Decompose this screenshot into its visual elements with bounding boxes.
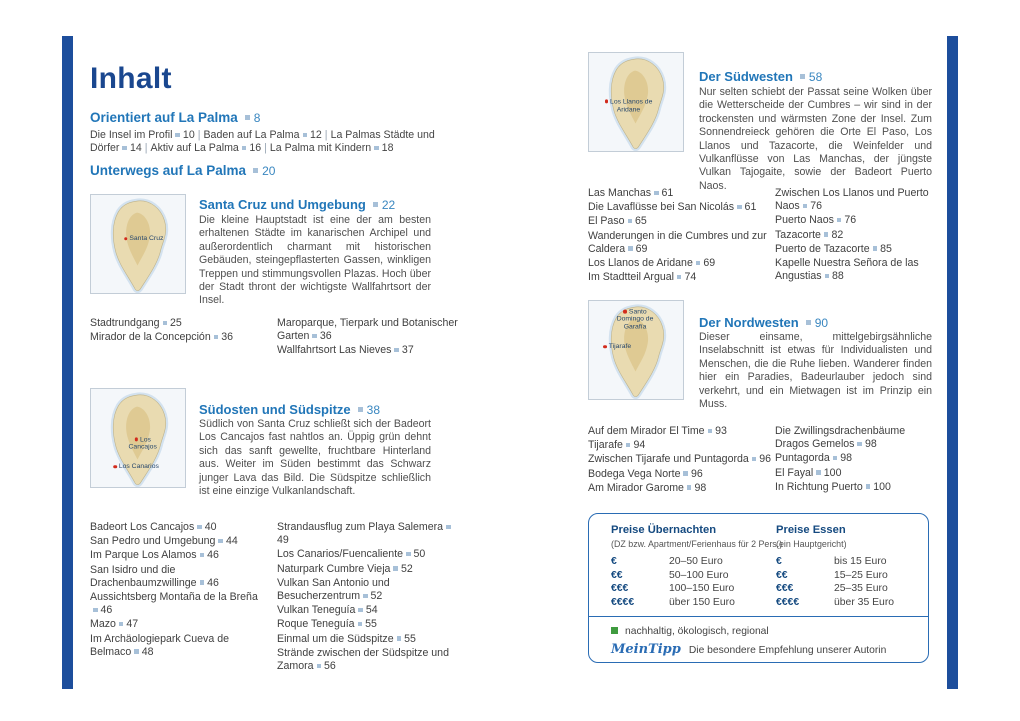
section-heading-label: Orientiert auf La Palma [90,110,238,125]
divider [589,616,928,617]
toc-entry-page: 96 [690,467,703,480]
toc-entry [277,633,459,646]
price-info-box [588,513,929,663]
toc-entry-label: Las Manchas [588,187,652,199]
toc-entry-label: Aussichtsberg Montaña de la Breña [90,591,258,604]
chapter-heading-label: Südosten und Südspitze [199,402,351,417]
price-row [611,582,776,596]
price-range: 25–35 Euro [834,583,888,595]
toc-entry-page: 49 [277,534,289,547]
map-label-text: Los Canarios [118,463,159,471]
toc-entry [277,563,459,576]
toc-entry [775,452,931,465]
page-square-icon [626,443,631,448]
toc-entry-page: 56 [324,660,336,673]
toc-entry [588,230,770,256]
toc-entry [588,482,772,495]
toc-column [90,317,258,345]
page-square-icon [683,471,688,476]
page-square-icon [200,553,205,558]
page-square-icon [857,442,862,447]
map-nordwesten [588,300,684,400]
page-square-icon [752,457,757,462]
toc-entry-label: El Fayal [775,466,814,479]
price-row [776,555,912,569]
page-title: Inhalt [90,62,172,95]
section-heading-label: Unterwegs auf La Palma [90,163,247,178]
toc-entry [775,467,931,480]
page-square-icon [119,622,124,627]
toc-entry-label: Mirador de la Concepción [90,331,211,344]
chapter-heading-label: Der Südwesten [699,69,793,84]
map-label [113,464,159,472]
toc-entry-label: Stadtrundgang [90,317,160,329]
food-price-column [776,524,912,609]
toc-entry-label: Strandausflug zum Playa Salemera [277,521,444,533]
page-square-icon [806,320,811,325]
toc-entry-page: 14 [129,142,142,155]
toc-entry-page: 44 [225,535,238,548]
price-symbol: €€€ [611,583,629,595]
toc-entry [90,331,258,344]
chapter-page-number: 38 [366,403,381,417]
toc-entry-label: Wallfahrtsort Las Nieves [277,344,392,357]
toc-entry-label: Puerto de Tazacorte [775,242,870,255]
toc-entry-label: Strände zwischen der Südspitze und Zamora [277,646,449,673]
toc-entry-page: 82 [831,228,844,241]
map-label-text: Los Cancajos [128,436,157,451]
page-square-icon [317,664,322,669]
toc-entry-label: Los Llanos de Aridane [588,257,693,270]
toc-entry [588,439,772,452]
mein-tipp-logo: MeinTipp [611,642,681,658]
section-page-number: 20 [262,164,276,178]
price-row [776,596,912,610]
page-square-icon [374,146,379,151]
section-page-number: 8 [253,111,261,125]
toc-entry-label: Wanderungen in die Cumbres und zur Caldera [588,229,767,255]
toc-entry-label: Tazacorte [775,228,821,241]
toc-entry-page: 10 [182,129,195,141]
toc-entry-page: 36 [221,331,234,344]
section-heading-unterwegs [90,163,275,178]
toc-entry [277,521,459,547]
page-square-icon [93,608,98,613]
toc-entry-label: Maroparque, Tierpark und Botanischer Garten [277,317,458,343]
page-square-icon [312,334,317,339]
toc-entry-label: Baden auf La Palma [203,129,300,141]
map-label-text: Tijarafe [608,343,632,351]
toc-entry-page: 40 [204,521,217,533]
page-square-icon [163,321,168,326]
toc-entry-page: 37 [401,344,414,357]
page-square-icon [628,219,633,224]
toc-entry-label: Bodega Vega Norte [588,467,681,480]
toc-entry [277,604,459,617]
toc-entry-page: 16 [249,142,262,155]
toc-entry [90,633,258,659]
toc-entry [588,187,770,200]
toc-entry-page: 98 [840,452,853,465]
toc-entry-label: La Palma mit Kindern [269,142,372,155]
toc-entry [277,317,459,343]
toc-entry-page: 88 [832,270,844,283]
page-square-icon [628,246,633,251]
toc-column [775,425,931,495]
toc-entry-page: 69 [703,257,716,270]
toc-entry-label: Tijarafe [588,439,623,452]
toc-entry [775,214,931,227]
page-square-icon [696,261,701,266]
page-square-icon [654,191,659,196]
lodging-price-rows [611,555,776,609]
price-symbol: €€€€ [776,596,800,608]
toc-entry [277,548,459,561]
page-square-icon [358,622,363,627]
price-row [611,596,776,610]
map-marker-icon [124,237,128,241]
toc-entry [775,481,931,494]
page-square-icon [406,552,411,557]
toc-entry [588,257,770,270]
page-square-icon [175,133,180,138]
page-square-icon [358,608,363,613]
page-square-icon [816,470,821,475]
toc-entry [775,257,931,283]
toc-entry [775,243,931,256]
toc-entry [90,549,258,562]
price-row [776,569,912,583]
price-symbol: €€€ [776,583,794,595]
toc-entry-label: Puerto Naos [775,214,834,227]
map-marker-icon [134,438,138,442]
toc-entry [90,535,258,548]
map-label [122,436,164,451]
page-square-icon [242,146,247,151]
toc-entry [588,271,770,284]
toc-entry-label: Die Insel im Profil [90,129,173,141]
separator: | [264,142,267,155]
toc-entry-page: 61 [744,201,757,214]
tip-legend [611,642,912,657]
page-square-icon [218,539,223,544]
toc-entry [588,201,770,214]
price-symbol: €€ [611,569,623,581]
toc-entry-page: 61 [661,187,674,199]
toc-entry [277,647,459,673]
price-range: 15–25 Euro [834,569,888,581]
page-square-icon [677,275,682,280]
price-range: über 150 Euro [669,596,735,608]
page-square-icon [363,594,368,599]
page-square-icon [800,74,805,79]
toc-column [277,317,459,359]
page-square-icon [873,246,878,251]
price-symbol: € [776,556,782,567]
toc-column [775,187,931,284]
page-square-icon [825,274,830,279]
price-range: 20–50 Euro [669,556,723,567]
toc-entry-label: Badeort Los Cancajos [90,521,195,533]
price-range: 50–100 Euro [669,569,729,581]
price-columns [611,524,912,609]
toc-entry-label: San Isidro und die Drachenbaumzwillinge [90,563,197,589]
toc-entry [90,618,258,631]
toc-entry-page: 55 [404,632,416,645]
page-square-icon [134,649,139,654]
lodging-price-column [611,524,783,609]
toc-entry-label: Im Parque Los Alamos [90,549,197,562]
toc-entry-label: Am Mirador Garome [588,481,684,494]
toc-entry-label: Puntagorda [775,452,830,465]
chapter-heading-suedwesten [699,69,931,84]
toc-entry-page: 76 [844,214,857,227]
price-symbol: €€€€ [611,596,635,608]
toc-entry-label: San Pedro und Umgebung [90,535,216,548]
toc-entry [277,577,459,603]
toc-entry-label: Einmal um die Südspitze [277,632,394,645]
toc-entry-page: 48 [141,645,154,658]
chapter-description: Dieser einsame, mittelgebirgsähnliche Inselabschnitt ist etwas für Individualisten und Menschen, die die Ruhe lieben. Wanderer finden hier ein Paradies, Badeurlauber jedoch sind verkehrt, und ein Mietwagen ist im Prinzip ein Muss. [699,331,932,411]
lodging-price-subtitle: (DZ bzw. Apartment/Ferienhaus für 2 Pers.) [611,539,783,549]
toc-entry [90,564,258,590]
map-label-text: Santo Domingo de Garafía [616,308,654,331]
map-marker-icon [603,345,607,349]
page-square-icon [200,580,205,585]
page-square-icon [197,525,202,530]
page-square-icon [737,205,742,210]
chapter-description: Die kleine Hauptstadt ist eine der am besten erhaltenen Städte im kanarischen Archipel und außerordentlich charmant mit historischen Gebäuden, steingepflasterten Gassen, winkligen Treppen und stimmungsvollen Plazas. Hoch über der Stadt thront der wichtigste Wallfahrtsort der Insel. [199,214,431,307]
toc-entry [90,521,258,534]
toc-entry-page: 54 [365,604,378,617]
toc-entry-label: Die Lavaflüsse bei San Nicolás [588,201,735,214]
toc-column [277,521,459,674]
toc-entry-label: In Richtung Puerto [775,480,863,493]
toc-entry-label: Zwischen Tijarafe und Puntagorda [588,453,749,466]
toc-entry-page: 36 [319,330,332,343]
map-label-text: Santa Cruz [129,235,164,243]
separator: | [324,129,328,141]
page-square-icon [358,407,363,412]
price-row [611,555,776,569]
eco-legend [611,626,912,637]
page-square-icon [393,566,398,571]
page-square-icon [824,232,829,237]
chapter-heading-label: Der Nordwesten [699,315,799,330]
page-square-icon [803,204,808,209]
page-square-icon [122,146,127,151]
page-square-icon [837,218,842,223]
page-edge-bar-left [62,36,73,689]
toc-entry-label: Roque Teneguía [277,618,355,631]
page-edge-bar-right [947,36,958,689]
chapter-page-number: 90 [814,316,829,330]
toc-column [588,187,770,285]
toc-entry-page: 93 [715,425,727,437]
map-suedosten [90,388,186,488]
toc-entry [775,425,931,451]
toc-entry-page: 98 [694,481,707,494]
price-row [776,582,912,596]
price-range: 100–150 Euro [669,583,735,595]
chapter-heading-nordwesten [699,315,931,330]
map-label [124,235,164,243]
toc-entry-page: 25 [170,317,182,329]
map-label-text: Los Llanos de Aridane [610,98,653,113]
toc-entry-page: 65 [635,215,647,228]
chapter-heading-suedosten [199,402,461,417]
chapter-heading-label: Santa Cruz und Umgebung [199,197,366,212]
toc-entry-label: Vulkan Teneguía [277,604,356,617]
toc-entry [588,425,772,438]
food-price-rows [776,555,912,609]
toc-entry-page: 12 [310,129,322,141]
toc-entry-page: 94 [633,439,646,452]
price-symbol: €€ [776,569,788,581]
page-square-icon [214,335,219,340]
toc-entry-page: 52 [400,562,413,575]
toc-entry-label: La Palmas Städte und Dörfer [90,129,435,155]
toc-entry-page: 18 [381,142,394,155]
page-square-icon [866,484,871,489]
chapter-page-number: 22 [381,198,396,212]
chapter-page-number: 58 [808,70,823,84]
map-marker-icon [605,100,609,104]
map-suedwesten [588,52,684,152]
toc-entry-label: Im Archäologiepark Cueva de Belmaco [90,632,229,658]
map-label [602,98,654,113]
page-square-icon [253,168,258,173]
page-square-icon [245,115,250,120]
price-range: über 35 Euro [834,596,895,608]
map-santa-cruz [90,194,186,294]
toc-column [588,425,772,496]
map-label [603,343,631,351]
toc-entry [775,187,931,213]
la-palma-island-map [91,195,185,293]
toc-entry [588,215,770,228]
map-label [611,308,659,331]
chapter-description: Nur selten schiebt der Passat seine Wolken über die Wetterscheide der Cumbres – wir sind in der trockensten und wärmsten Zone der Insel. Zum Sonnendreieck gehören die Orte El Paso, Los Llanos und Tazacorte, die Weinfelder und Vulkanflüsse von Las Manchas, der jüngste Vulkan Tajogaite, sowie der Badeort Puerto Naos. [699,86,932,192]
toc-entry-label: Mazo [90,618,116,631]
toc-entry-label: Los Canarios/Fuencaliente [277,548,404,561]
toc-entry-page: 52 [370,590,383,603]
toc-entry [277,344,459,357]
toc-entry-label: Naturpark Cumbre Vieja [277,562,391,575]
tip-legend-text: Die besondere Empfehlung unserer Autorin [688,645,887,657]
page-square-icon [833,456,838,461]
page-square-icon [687,485,692,490]
orientiert-entry-list [90,129,464,156]
toc-entry-page: 74 [684,271,697,284]
page-square-icon [708,429,713,434]
page-square-icon [397,636,402,641]
toc-entry-page: 50 [413,548,426,561]
section-heading-orientiert [90,110,260,125]
map-marker-icon [623,310,627,314]
toc-entry [588,453,772,466]
chapter-description: Südlich von Santa Cruz schließt sich der Badeort Los Cancajos fast nahtlos an. Üppig grün dehnt sich das sanft gewellte, fruchtbare Hinterland aus. Weiter im Süden bestimmt das Schwarz junger Lava das Bild. Die Südspitze schließlich ist eine einzige Vulkanlandschaft. [199,418,431,498]
toc-entry-page: 46 [100,604,113,617]
toc-entry [90,317,258,330]
toc-entry-label: Im Stadtteil Argual [588,271,674,284]
toc-entry-label: Zwischen Los Llanos und Puerto Naos [775,187,929,213]
toc-entry-page: 100 [823,466,842,479]
toc-entry-label: Vulkan San Antonio und Besucherzentrum [277,576,390,603]
toc-entry-label: Kapelle Nuestra Señora de las Angustias [775,257,919,283]
toc-entry [90,591,258,617]
separator: | [144,142,148,155]
toc-entry-label: Auf dem Mirador El Time [588,425,705,437]
toc-entry-page: 69 [635,242,648,255]
chapter-heading-santa-cruz [199,197,461,212]
food-price-header: Preise Essen [776,524,846,536]
toc-entry-page: 100 [873,480,891,493]
toc-entry-page: 46 [207,549,219,562]
toc-entry [277,618,459,631]
lodging-price-header: Preise Übernachten [611,524,717,536]
toc-entry-page: 76 [810,200,823,213]
toc-entry-page: 85 [880,242,892,255]
toc-entry-page: 96 [759,453,772,466]
toc-entry-label: Aktiv auf La Palma [150,142,239,155]
toc-entry-page: 55 [365,618,377,631]
toc-entry-label: Die Zwillingsdrachenbäume Dragos Gemelos [775,425,906,451]
toc-entry-page: 98 [864,438,877,451]
price-row [611,569,776,583]
toc-column [90,521,258,660]
page-square-icon [373,202,378,207]
toc-entry-label: El Paso [588,215,625,228]
page-square-icon [446,525,451,530]
eco-legend-text: nachhaltig, ökologisch, regional [625,626,769,638]
price-range: bis 15 Euro [834,556,887,567]
page-square-icon [394,348,399,353]
page-square-icon [303,133,308,138]
toc-entry [775,229,931,242]
toc-entry-page: 46 [207,576,219,589]
separator: | [197,129,201,141]
food-price-subtitle: (ein Hauptgericht) [776,539,847,549]
price-symbol: € [611,556,617,567]
eco-square-icon [611,627,618,634]
toc-entry-page: 47 [126,618,139,631]
toc-entry [588,468,772,481]
map-marker-icon [113,465,117,469]
